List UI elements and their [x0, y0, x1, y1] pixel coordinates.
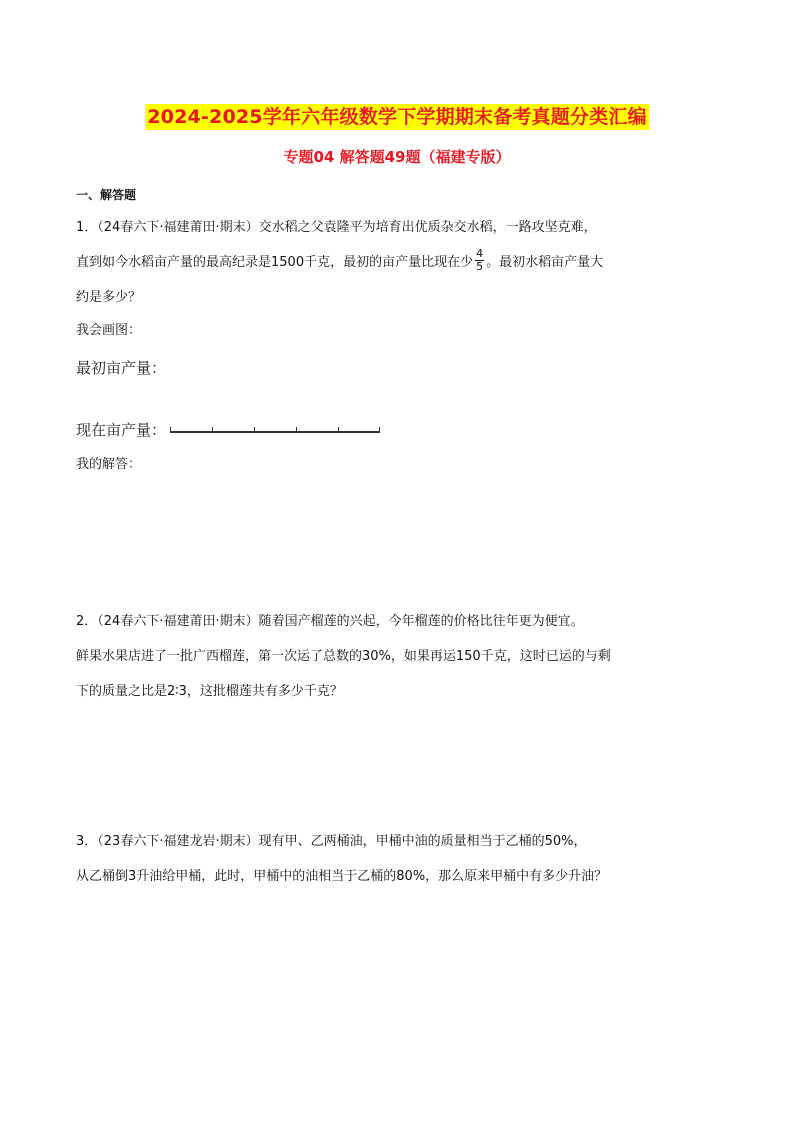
- question-1-line-1: [76, 210, 748, 245]
- question-text: 现有甲、乙两桶油，甲桶中油的质量相当于乙桶的50%，: [258, 834, 587, 849]
- question-2-line-3: 下的质量之比是2∶3，这批榴莲共有多少千克？: [76, 684, 343, 699]
- question-3-line-2: 从乙桶倒3升油给甲桶，此时，甲桶中的油相当于乙桶的80%，那么原来甲桶中有多少升油？: [76, 869, 608, 884]
- question-number: 2．: [76, 614, 98, 629]
- segment-tick: [296, 427, 297, 432]
- question-text: 交水稻之父袁隆平为培育出优质杂交水稻，一路攻坚克难，: [258, 220, 597, 235]
- question-1-line-2: [76, 245, 748, 280]
- initial-yield-label: 最初亩产量：: [76, 359, 167, 377]
- section-heading: 一、解答题: [76, 188, 137, 202]
- segment-tick: [254, 427, 255, 432]
- question-text: 直到如今水稻亩产量的最高纪录是1500千克，最初的亩产量比现在少: [76, 255, 474, 270]
- fraction-numerator: 4: [476, 247, 484, 260]
- document-subtitle: 专题04 解答题49题（福建专版）: [283, 148, 511, 166]
- fraction: [475, 248, 484, 273]
- segment-tick: [212, 427, 213, 432]
- fraction-denominator: 5: [476, 260, 484, 273]
- question-2-line-2: 鲜果水果店进了一批广西榴莲，第一次运了总数的30%，如果再运150千克，这时已运的与剩: [76, 649, 611, 664]
- question-1-line-3: 约是多少？: [76, 290, 142, 305]
- question-3: [76, 824, 748, 894]
- segment-tick: [338, 427, 339, 432]
- title-wrap: [0, 104, 794, 130]
- question-source: （24春六下·福建莆田·期末）: [97, 220, 259, 235]
- question-1: [76, 210, 748, 315]
- question-2-line-1: [76, 604, 748, 639]
- question-number: 3．: [76, 834, 98, 849]
- segment-tick: [379, 427, 380, 432]
- answer-prompt: 我的解答：: [76, 457, 142, 472]
- current-yield-label: 现在亩产量：: [76, 421, 167, 439]
- draw-prompt: 我会画图：: [76, 323, 142, 338]
- document-title: 2024-2025学年六年级数学下学期期末备考真题分类汇编: [147, 106, 647, 128]
- question-source: （23春六下·福建龙岩·期末）: [97, 834, 259, 849]
- segment-line: [170, 431, 380, 433]
- question-text: 随着国产榴莲的兴起，今年榴莲的价格比往年更为便宜。: [258, 614, 584, 629]
- question-number: 1．: [76, 220, 98, 235]
- question-text: 。最初水稻亩产量大: [486, 255, 604, 270]
- question-source: （24春六下·福建莆田·期末）: [97, 614, 259, 629]
- question-3-line-1: [76, 824, 748, 859]
- question-2: [76, 604, 748, 709]
- segment-tick: [170, 427, 171, 432]
